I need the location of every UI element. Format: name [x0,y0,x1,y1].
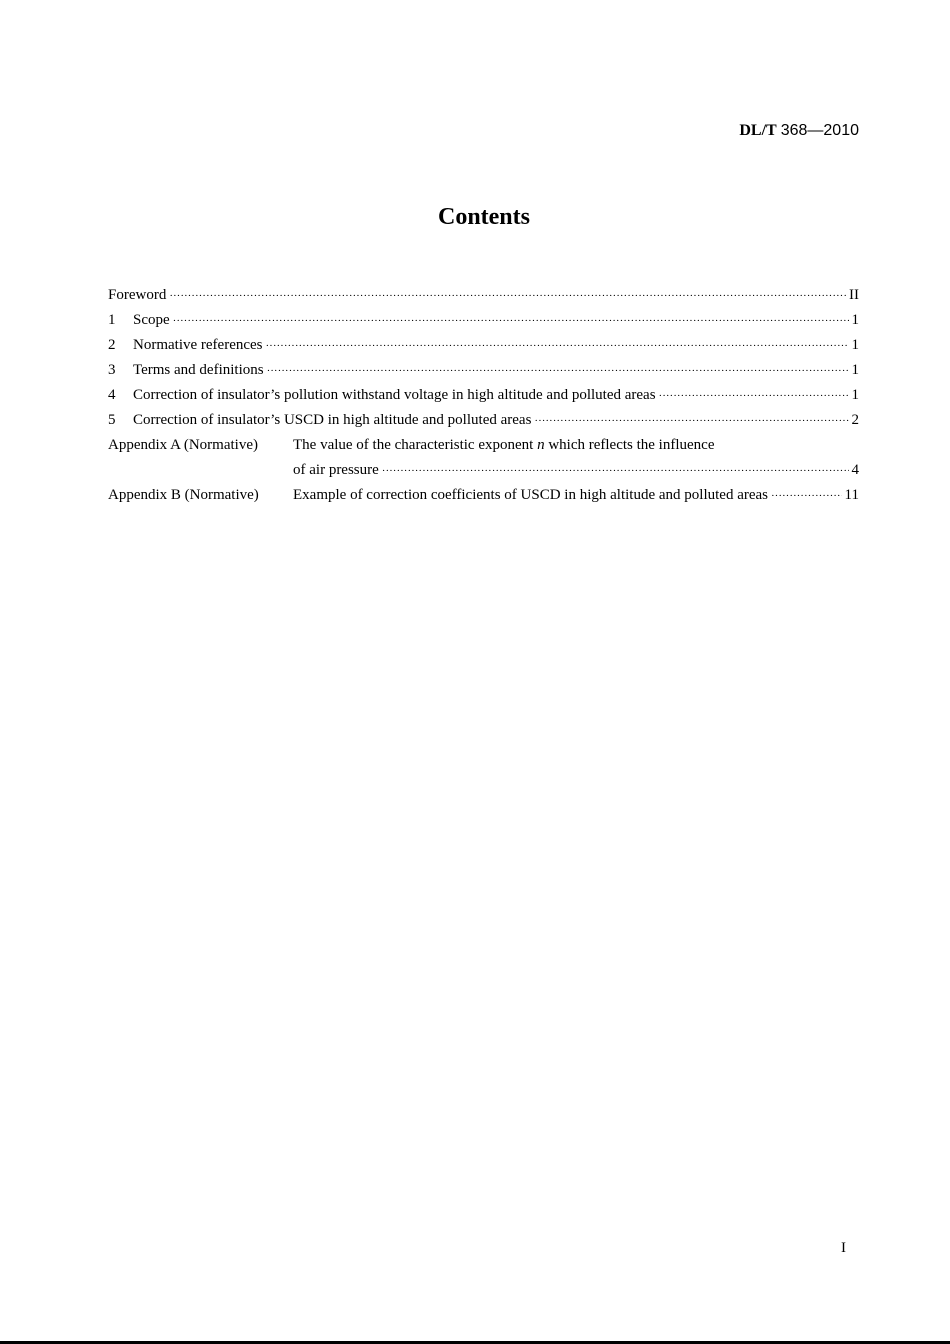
appendix-a-variable: n [537,437,545,453]
toc-entry-foreword[interactable] [108,283,859,308]
dot-leader [534,409,848,434]
toc-entry-page: 1 [851,337,859,353]
toc-entry-label: Scope [133,312,170,328]
toc-entry-label: of air pressure [293,462,379,478]
toc-entry-page: 1 [851,362,859,378]
dot-leader [267,359,849,384]
dot-leader [169,284,846,309]
toc-entry-label: Correction of insulator’s USCD in high altitude and polluted areas [133,412,532,428]
table-of-contents [108,283,859,508]
document-code-prefix: DL/T [739,122,777,139]
toc-entry-2[interactable] [108,333,859,358]
toc-entry-label: Terms and definitions [133,362,264,378]
dot-leader [771,484,842,509]
toc-entry-number: 1 [108,312,116,328]
dot-leader [266,334,849,359]
appendix-a-heading: Appendix A (Normative) [108,437,258,453]
toc-entry-page: II [849,287,859,303]
toc-entry-page: 2 [851,412,859,428]
toc-entry-number: 5 [108,412,116,428]
toc-entry-appendix-a-line2[interactable] [108,458,859,483]
page-number: I [841,1240,846,1256]
toc-entry-label: Normative references [133,337,263,353]
toc-entry-label: Correction of insulator’s pollution withstand voltage in high altitude and polluted areas [133,387,656,403]
toc-entry-page: 4 [851,462,859,478]
toc-entry-4[interactable] [108,383,859,408]
toc-entry-page: 1 [851,387,859,403]
appendix-b-heading: Appendix B (Normative) [108,487,259,503]
toc-entry-3[interactable] [108,358,859,383]
toc-entry-5[interactable] [108,408,859,433]
document-code-number: 368—2010 [780,122,859,139]
dot-leader [173,309,849,334]
page-title: Contents [437,204,530,230]
toc-entry-page: 11 [844,487,859,503]
toc-entry-number: 2 [108,337,116,353]
toc-entry-appendix-a-line1[interactable] [108,433,859,458]
toc-entry-label: Example of correction coefficients of USCD in high altitude and polluted areas [293,487,768,503]
dot-leader [659,384,849,409]
toc-entry-label [293,433,714,458]
toc-entry-label: Foreword [108,287,167,303]
toc-entry-page: 1 [851,312,859,328]
toc-entry-number: 4 [108,387,116,403]
document-code [739,122,859,140]
toc-entry-1[interactable] [108,308,859,333]
appendix-a-text-after: which reflects the influence [548,437,715,453]
toc-entry-number: 3 [108,362,116,378]
appendix-a-text-before: The value of the characteristic exponent [293,437,534,453]
toc-entry-appendix-b[interactable] [108,483,859,508]
dot-leader [382,459,849,484]
